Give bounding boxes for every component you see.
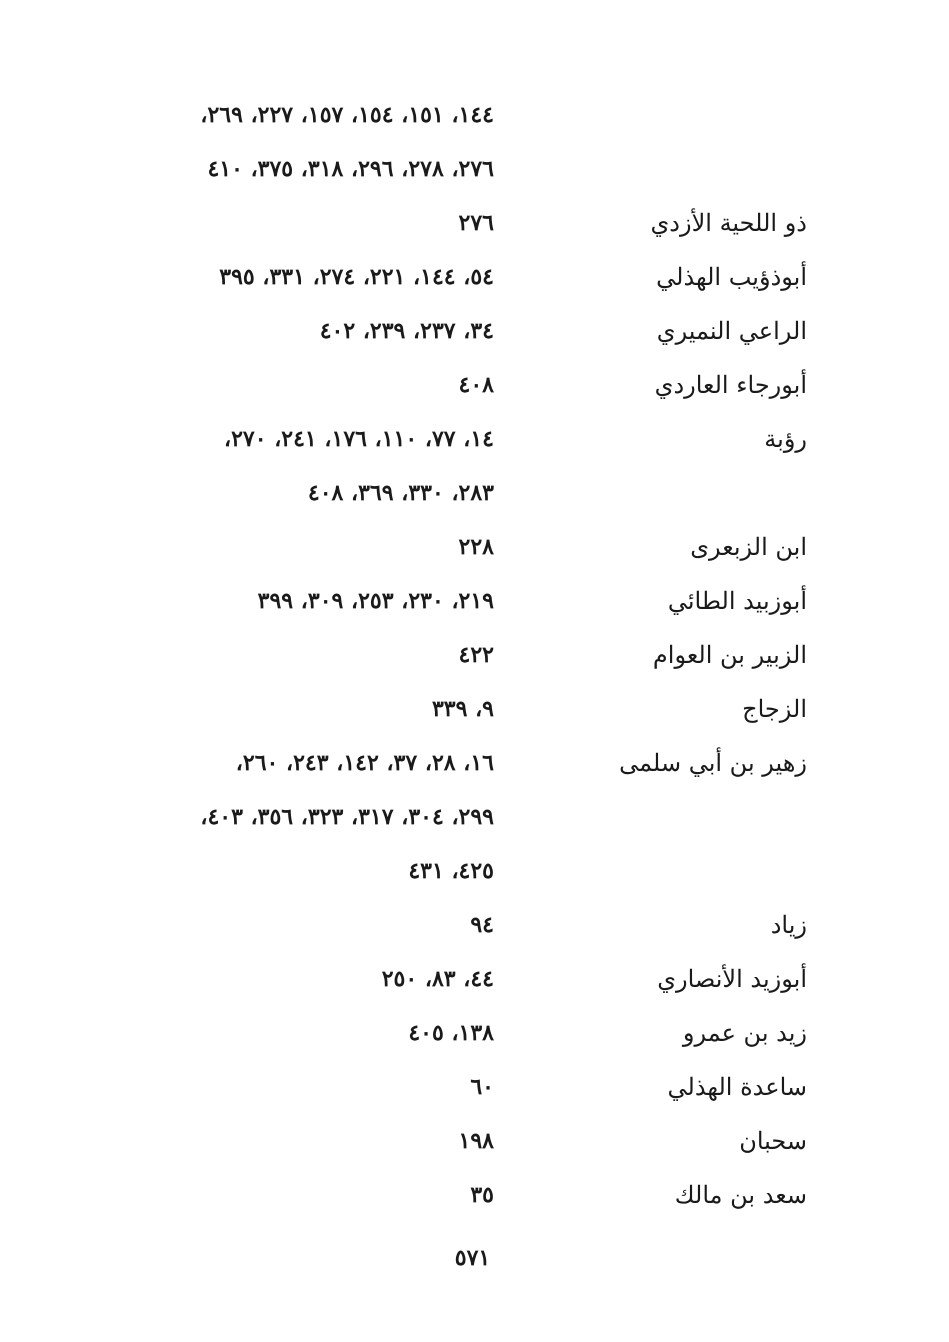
entry-name: زياد — [770, 911, 807, 939]
index-entry — [0, 574, 949, 628]
entry-pages: ٤٤، ٨٣، ٢٥٠ — [381, 966, 494, 992]
entry-pages: ٢٧٦، ٢٧٨، ٢٩٦، ٣١٨، ٣٧٥، ٤١٠ — [207, 156, 494, 182]
entry-name: الراعي النميري — [656, 317, 807, 345]
entry-pages: ٢٩٩، ٣٠٤، ٣١٧، ٣٢٣، ٣٥٦، ٤٠٣، — [200, 804, 494, 830]
index-entry — [0, 736, 949, 790]
index-entry — [0, 790, 949, 844]
entry-pages: ٤٠٨ — [458, 372, 494, 398]
entry-pages: ٢٢٨ — [458, 534, 494, 560]
index-entry — [0, 682, 949, 736]
entry-pages: ٥٤، ١٤٤، ٢٢١، ٢٧٤، ٣٣١، ٣٩٥ — [219, 264, 494, 290]
index-entry — [0, 88, 949, 142]
entry-pages: ٤٢٥، ٤٣١ — [408, 858, 494, 884]
entry-name: أبورجاء العاردي — [654, 371, 807, 399]
index-entry — [0, 412, 949, 466]
entry-name: الزبير بن العوام — [652, 641, 807, 669]
entry-name: سحبان — [739, 1127, 807, 1155]
entry-pages: ٤٢٢ — [458, 642, 494, 668]
entry-name: أبوذؤيب الهذلي — [656, 263, 807, 291]
entry-pages: ١٤، ٧٧، ١١٠، ١٧٦، ٢٤١، ٢٧٠، — [223, 426, 494, 452]
page-number-text: ٥٧١ — [454, 1245, 491, 1271]
index-entry — [0, 142, 949, 196]
entry-name: الزجاج — [742, 695, 807, 723]
entry-pages: ٢٨٣، ٣٣٠، ٣٦٩، ٤٠٨ — [307, 480, 494, 506]
index-entry — [0, 196, 949, 250]
entry-name: أبوزبيد الطائي — [667, 587, 807, 615]
entry-pages: ١٣٨، ٤٠٥ — [408, 1020, 494, 1046]
entry-name: ابن الزبعرى — [690, 533, 807, 561]
entry-pages: ٦٠ — [470, 1074, 494, 1100]
entry-pages: ٩٤ — [470, 912, 494, 938]
entry-pages: ٢٧٦ — [458, 210, 494, 236]
index-entry — [0, 1006, 949, 1060]
entry-name: سعد بن مالك — [674, 1181, 807, 1209]
entry-pages: ١٤٤، ١٥١، ١٥٤، ١٥٧، ٢٢٧، ٢٦٩، — [200, 102, 494, 128]
index-entry — [0, 1114, 949, 1168]
entry-pages: ٢١٩، ٢٣٠، ٢٥٣، ٣٠٩، ٣٩٩ — [257, 588, 494, 614]
index-entry — [0, 844, 949, 898]
index-entry — [0, 1168, 949, 1222]
index-entry — [0, 898, 949, 952]
entry-name: ذو اللحية الأزدي — [650, 209, 807, 237]
index-list — [0, 88, 949, 1222]
entry-pages: ١٦، ٢٨، ٣٧، ١٤٢، ٢٤٣، ٢٦٠، — [235, 750, 494, 776]
index-entry — [0, 304, 949, 358]
entry-pages: ٣٤، ٢٣٧، ٢٣٩، ٤٠٢ — [319, 318, 494, 344]
index-entry — [0, 466, 949, 520]
page-number — [0, 1245, 949, 1271]
index-entry — [0, 250, 949, 304]
entry-pages: ٩، ٣٣٩ — [431, 696, 494, 722]
entry-name: ساعدة الهذلي — [667, 1073, 807, 1101]
index-entry — [0, 952, 949, 1006]
index-entry — [0, 628, 949, 682]
index-entry — [0, 520, 949, 574]
entry-pages: ٣٥ — [470, 1182, 494, 1208]
entry-name: زهير بن أبي سلمى — [619, 749, 807, 777]
index-entry — [0, 358, 949, 412]
entry-pages: ١٩٨ — [458, 1128, 494, 1154]
entry-name: رؤبة — [764, 425, 807, 453]
index-entry — [0, 1060, 949, 1114]
entry-name: أبوزيد الأنصاري — [657, 965, 807, 993]
entry-name: زيد بن عمرو — [682, 1019, 807, 1047]
